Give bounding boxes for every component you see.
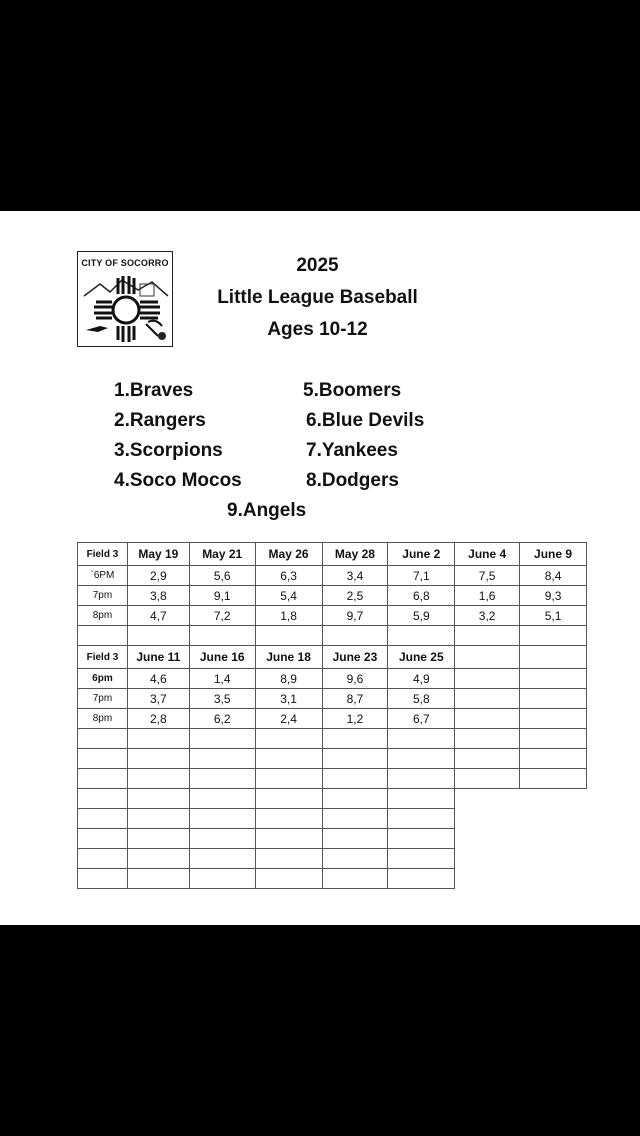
- table-row: [78, 566, 587, 586]
- league-title: Little League Baseball: [217, 287, 418, 308]
- field-label: Field 3: [78, 646, 128, 669]
- city-logo: [77, 251, 173, 347]
- table-header-row: [78, 646, 587, 669]
- empty-row: [78, 729, 587, 749]
- date-header: June 25: [388, 646, 455, 669]
- game-cell: 1,2: [322, 709, 388, 729]
- ages-title: Ages 10-12: [267, 319, 368, 340]
- team-item: 2.Rangers: [114, 410, 206, 431]
- empty-row: [78, 869, 587, 889]
- game-cell: 4,6: [127, 669, 189, 689]
- time-slot: 7pm: [78, 689, 128, 709]
- game-cell: 8,9: [255, 669, 322, 689]
- date-header: May 28: [322, 543, 388, 566]
- game-cell: 6,7: [388, 709, 455, 729]
- game-cell: 9,3: [520, 586, 587, 606]
- date-header: June 18: [255, 646, 322, 669]
- game-cell: 3,1: [255, 689, 322, 709]
- field-label: Field 3: [78, 543, 128, 566]
- game-cell: 5,9: [388, 606, 455, 626]
- zia-sun-icon: [78, 252, 174, 348]
- empty-row: [78, 749, 587, 769]
- schedule-table: [77, 542, 587, 889]
- schedule-sheet: [0, 211, 640, 925]
- table-row: [78, 709, 587, 729]
- table-row: [78, 586, 587, 606]
- game-cell: 2,5: [322, 586, 388, 606]
- logo-text: CITY OF SOCORRO: [81, 258, 169, 268]
- team-item: 6.Blue Devils: [306, 410, 425, 431]
- empty-row: [78, 626, 587, 646]
- time-slot: 7pm: [78, 586, 128, 606]
- date-header: June 23: [322, 646, 388, 669]
- date-header: May 19: [127, 543, 189, 566]
- date-header: June 2: [388, 543, 455, 566]
- table-header-row: [78, 543, 587, 566]
- game-cell: 3,7: [127, 689, 189, 709]
- game-cell: 9,1: [189, 586, 255, 606]
- game-cell: 2,9: [127, 566, 189, 586]
- empty-row: [78, 789, 587, 809]
- game-cell: 8,7: [322, 689, 388, 709]
- table-row: [78, 669, 587, 689]
- team-item: 9.Angels: [227, 500, 307, 521]
- table-row: [78, 689, 587, 709]
- game-cell: 4,7: [127, 606, 189, 626]
- team-item: 7.Yankees: [306, 440, 398, 461]
- year-title: 2025: [296, 255, 339, 276]
- game-cell: 1,4: [189, 669, 255, 689]
- game-cell: 6,2: [189, 709, 255, 729]
- game-cell: 6,8: [388, 586, 455, 606]
- game-cell: 5,4: [255, 586, 322, 606]
- team-item: 3.Scorpions: [114, 440, 223, 461]
- team-item: 4.Soco Mocos: [114, 470, 242, 491]
- time-slot: 8pm: [78, 606, 128, 626]
- game-cell: 2,8: [127, 709, 189, 729]
- game-cell: 3,4: [322, 566, 388, 586]
- game-cell: 3,2: [455, 606, 520, 626]
- game-cell: 4,9: [388, 669, 455, 689]
- game-cell: 7,1: [388, 566, 455, 586]
- team-item: 8.Dodgers: [306, 470, 399, 491]
- game-cell: 3,5: [189, 689, 255, 709]
- team-item: 1.Braves: [114, 380, 194, 401]
- date-header: June 9: [520, 543, 587, 566]
- game-cell: 1,8: [255, 606, 322, 626]
- empty-row: [78, 829, 587, 849]
- time-slot: `6PM: [78, 566, 128, 586]
- empty-row: [78, 809, 587, 829]
- game-cell: 5,1: [520, 606, 587, 626]
- game-cell: 3,8: [127, 586, 189, 606]
- date-header: May 26: [255, 543, 322, 566]
- game-cell: 7,5: [455, 566, 520, 586]
- empty-row: [78, 849, 587, 869]
- game-cell: 8,4: [520, 566, 587, 586]
- date-header: June 11: [127, 646, 189, 669]
- table-row: [78, 606, 587, 626]
- game-cell: 1,6: [455, 586, 520, 606]
- team-item: 5.Boomers: [303, 380, 402, 401]
- date-header: June 16: [189, 646, 255, 669]
- game-cell: 2,4: [255, 709, 322, 729]
- game-cell: 5,6: [189, 566, 255, 586]
- game-cell: 9,6: [322, 669, 388, 689]
- time-slot: 6pm: [78, 669, 128, 689]
- game-cell: 9,7: [322, 606, 388, 626]
- game-cell: 5,8: [388, 689, 455, 709]
- date-header: June 4: [455, 543, 520, 566]
- time-slot: 8pm: [78, 709, 128, 729]
- empty-row: [78, 769, 587, 789]
- date-header: May 21: [189, 543, 255, 566]
- game-cell: 7,2: [189, 606, 255, 626]
- game-cell: 6,3: [255, 566, 322, 586]
